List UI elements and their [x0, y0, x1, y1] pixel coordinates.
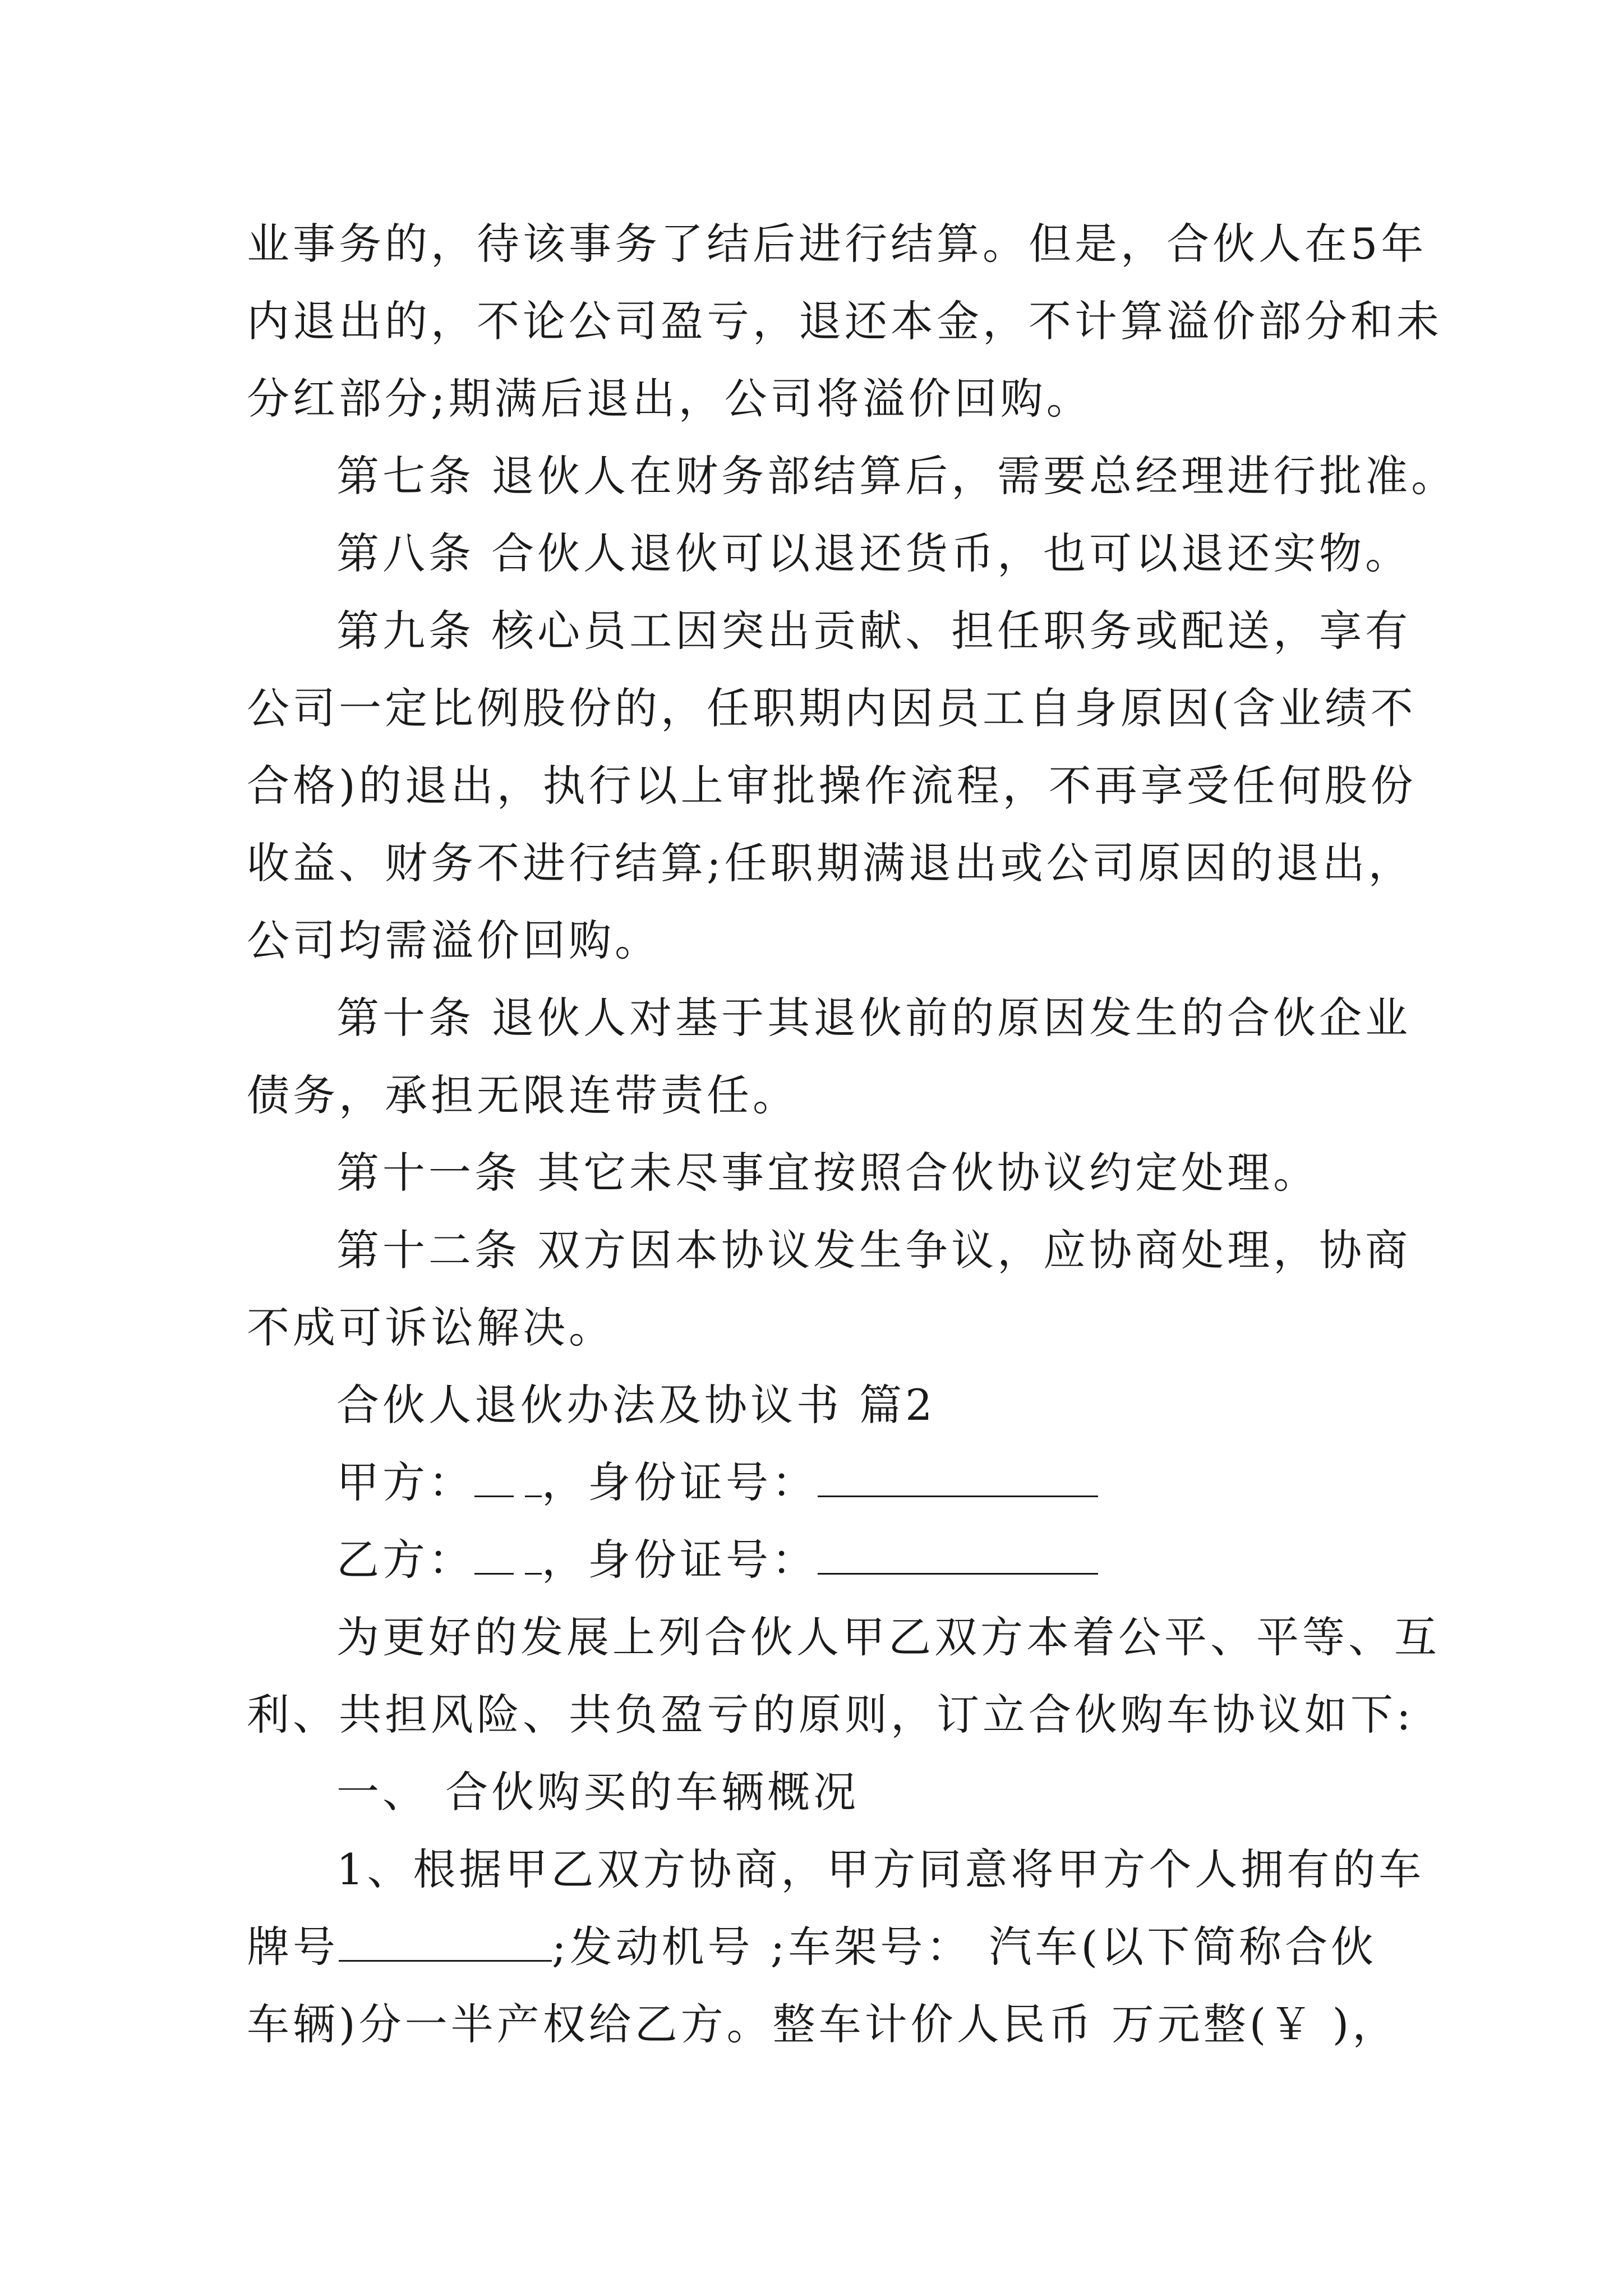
party-a-id-label: ，身份证号：	[542, 1457, 818, 1507]
text-line-7: 公司一定比例股份的，任职期内因员工自身原因(含业绩不	[247, 683, 1417, 733]
party-b-name-blank-1	[474, 1534, 514, 1575]
party-a-id-blank	[818, 1456, 1098, 1497]
text-line-2: 内退出的，不论公司盈亏，退还本金，不计算溢价部分和未	[247, 296, 1442, 346]
party-a-label: 甲方：	[336, 1457, 474, 1507]
plate-line	[0, 1905, 1623, 1989]
plate-suffix: ;发动机号 ;车架号： 汽车(以下简称合伙	[552, 1922, 1377, 1972]
party-b-id-label: ，身份证号：	[542, 1535, 818, 1585]
text-line-4: 第七条 退伙人在财务部结算后，需要总经理进行批准。	[336, 451, 1458, 501]
text-line-11: 第十条 退伙人对基于其退伙前的原因发生的合伙企业	[336, 993, 1412, 1043]
text-line-20: 利、共担风险、共负盈亏的原则，订立合伙购车协议如下:	[247, 1690, 1414, 1740]
text-line-19: 为更好的发展上列合伙人甲乙双方本着公平、平等、互	[336, 1612, 1440, 1662]
plate-prefix: 牌号	[247, 1922, 339, 1972]
plate-number-blank	[339, 1921, 552, 1962]
text-line-5: 第八条 合伙人退伙可以退还货币，也可以退还实物。	[336, 528, 1412, 578]
text-line-12: 债务，承担无限连带责任。	[247, 1070, 799, 1120]
party-a-line	[0, 1441, 1623, 1525]
text-line-8: 合格)的退出，执行以上审批操作流程，不再享受任何股份	[247, 761, 1417, 811]
party-b-id-blank	[818, 1534, 1098, 1575]
text-line-6: 第九条 核心员工因突出贡献、担任职务或配送，享有	[336, 606, 1412, 656]
text-line-15: 不成可诉讼解决。	[247, 1303, 615, 1352]
subsection-title: 一、 合伙购买的车辆概况	[336, 1767, 860, 1817]
text-line-22: 1、根据甲乙双方协商，甲方同意将甲方个人拥有的车	[336, 1844, 1425, 1894]
party-a-name-blank-1	[474, 1456, 514, 1497]
text-line-13: 第十一条 其它未尽事宜按照合伙协议约定处理。	[336, 1148, 1320, 1198]
text-line-10: 公司均需溢价回购。	[247, 915, 661, 965]
party-b-name-blank-2	[525, 1534, 542, 1575]
section-title: 合伙人退伙办法及协议书 篇2	[336, 1380, 936, 1430]
text-line-1: 业事务的，待该事务了结后进行结算。但是，合伙人在5年	[247, 219, 1427, 269]
text-line-24: 车辆)分一半产权给乙方。整车计价人民币 万元整(￥ )，	[247, 1999, 1399, 2049]
party-b-line	[0, 1518, 1623, 1602]
party-b-label: 乙方：	[336, 1535, 474, 1585]
text-line-9: 收益、财务不进行结算;任职期满退出或公司原因的退出，	[247, 838, 1414, 888]
party-a-name-blank-2	[525, 1456, 542, 1497]
text-line-14: 第十二条 双方因本协议发生争议，应协商处理，协商	[336, 1225, 1412, 1275]
text-line-3: 分红部分;期满后退出，公司将溢价回购。	[247, 374, 1092, 424]
